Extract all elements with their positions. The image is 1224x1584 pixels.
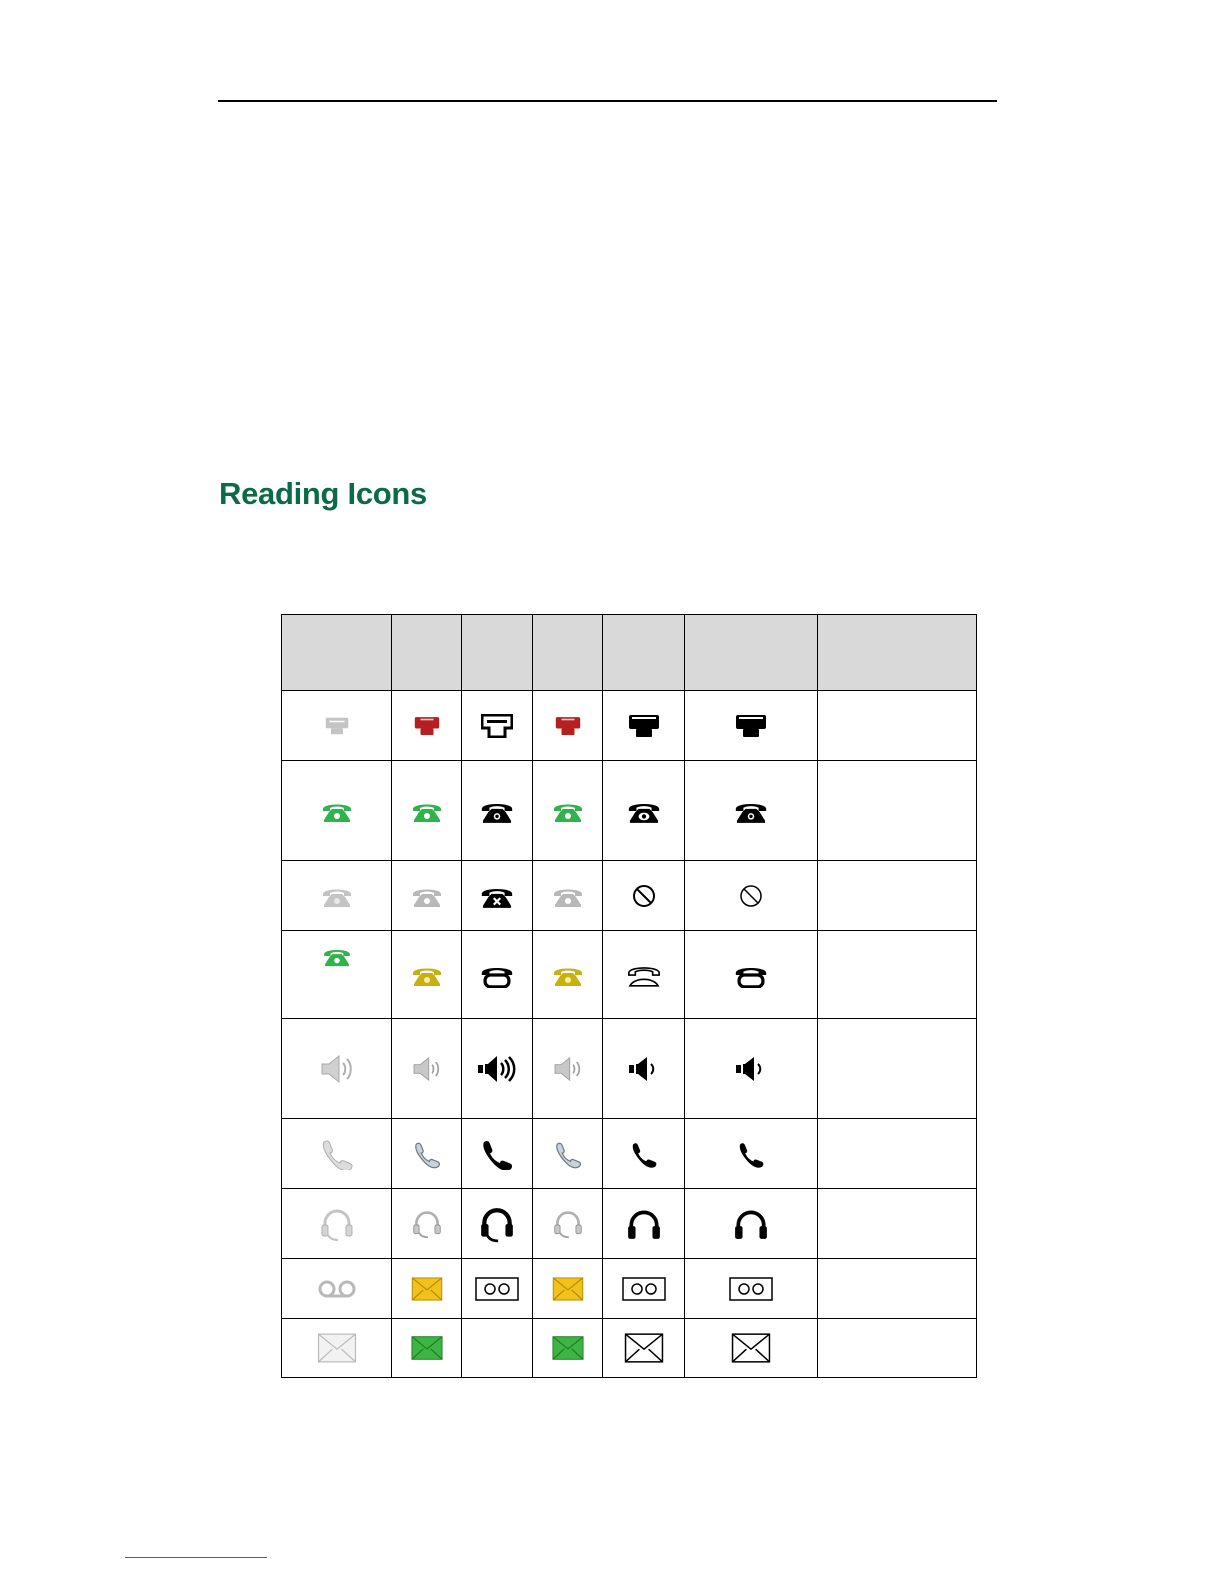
voicemail-icon-black bbox=[475, 1277, 519, 1301]
table-row bbox=[282, 1119, 977, 1189]
table-row bbox=[282, 691, 977, 761]
table-cell bbox=[392, 861, 462, 931]
table-cell bbox=[685, 761, 818, 861]
no-entry-icon bbox=[739, 884, 763, 908]
speaker-icon-black bbox=[735, 1056, 767, 1082]
table-cell bbox=[603, 1319, 685, 1378]
speaker-icon-black bbox=[628, 1056, 660, 1082]
table-cell bbox=[282, 1259, 392, 1319]
empty-cell bbox=[818, 1119, 977, 1189]
table-cell bbox=[685, 1119, 818, 1189]
table-cell bbox=[533, 1019, 603, 1119]
table-cell bbox=[462, 1019, 533, 1119]
network-icon-black bbox=[734, 714, 768, 738]
table-cell bbox=[685, 1259, 818, 1319]
table-row bbox=[282, 1019, 977, 1119]
envelope-icon-black bbox=[624, 1333, 664, 1363]
table-row bbox=[282, 1259, 977, 1319]
handset-icon-gray bbox=[320, 1138, 354, 1170]
phone-icon-green bbox=[321, 945, 353, 967]
voicemail-icon-black bbox=[622, 1277, 666, 1301]
table-cell bbox=[462, 1119, 533, 1189]
handset-icon-black bbox=[737, 1138, 765, 1170]
network-icon-black bbox=[627, 714, 661, 738]
table-row bbox=[282, 761, 977, 861]
table-cell bbox=[392, 1319, 462, 1378]
handset-icon-gray bbox=[554, 1138, 582, 1170]
network-icon-gray bbox=[325, 715, 349, 737]
phone-icon-green bbox=[411, 799, 443, 823]
table-cell bbox=[282, 931, 392, 1019]
network-icon-red bbox=[555, 714, 581, 738]
voicemail-icon-black bbox=[729, 1277, 773, 1301]
header-cell bbox=[603, 615, 685, 691]
table-cell bbox=[282, 1189, 392, 1259]
handset-icon-black bbox=[630, 1138, 658, 1170]
empty-cell bbox=[818, 861, 977, 931]
voicemail-icon-gray bbox=[316, 1279, 358, 1299]
table-cell bbox=[603, 761, 685, 861]
table-row bbox=[282, 931, 977, 1019]
table-cell bbox=[533, 1189, 603, 1259]
handset-arc-icon bbox=[625, 962, 663, 988]
headset-icon-gray bbox=[320, 1206, 354, 1242]
table-cell bbox=[533, 691, 603, 761]
table-cell bbox=[603, 1259, 685, 1319]
phone-hold-icon-black bbox=[479, 962, 515, 988]
phone-icon-gray bbox=[552, 884, 584, 908]
speaker-icon-gray bbox=[552, 1056, 584, 1082]
icons-table bbox=[281, 614, 977, 1378]
table-cell bbox=[533, 1319, 603, 1378]
table-cell bbox=[685, 691, 818, 761]
header-rule bbox=[218, 100, 997, 102]
phone-x-icon-black bbox=[479, 883, 515, 909]
empty-cell bbox=[462, 1319, 533, 1378]
no-entry-icon bbox=[632, 884, 656, 908]
phone-icon-gray bbox=[321, 884, 353, 908]
table-cell bbox=[282, 861, 392, 931]
table-cell bbox=[392, 1019, 462, 1119]
table-cell bbox=[685, 1189, 818, 1259]
table-cell bbox=[603, 1019, 685, 1119]
network-icon-red bbox=[414, 714, 440, 738]
phone-icon-yellow bbox=[552, 963, 584, 987]
empty-cell bbox=[818, 691, 977, 761]
phone-icon-green bbox=[552, 799, 584, 823]
table-cell bbox=[685, 931, 818, 1019]
phone-icon-black bbox=[733, 798, 769, 824]
envelope-icon-gray bbox=[316, 1333, 358, 1363]
table-cell bbox=[462, 691, 533, 761]
header-cell bbox=[282, 615, 392, 691]
headset-icon-gray bbox=[412, 1208, 442, 1240]
table-cell bbox=[282, 1019, 392, 1119]
phone-icon-black bbox=[479, 798, 515, 824]
table-cell bbox=[392, 691, 462, 761]
speaker-icon-gray bbox=[411, 1056, 443, 1082]
empty-cell bbox=[818, 931, 977, 1019]
header-cell bbox=[818, 615, 977, 691]
header-cell bbox=[392, 615, 462, 691]
empty-cell bbox=[818, 1189, 977, 1259]
table-cell bbox=[462, 1259, 533, 1319]
phone-icon-gray bbox=[411, 884, 443, 908]
table-cell bbox=[533, 931, 603, 1019]
network-icon-outline bbox=[480, 714, 514, 738]
table-cell bbox=[533, 761, 603, 861]
table-header-row bbox=[282, 615, 977, 691]
headset-icon-black bbox=[733, 1207, 769, 1241]
table-cell bbox=[603, 691, 685, 761]
empty-cell bbox=[818, 1259, 977, 1319]
table-cell bbox=[462, 931, 533, 1019]
headset-icon-black bbox=[479, 1205, 515, 1243]
table-cell bbox=[685, 1319, 818, 1378]
handset-icon-gray bbox=[413, 1138, 441, 1170]
table-cell bbox=[282, 761, 392, 861]
phone-icon-green bbox=[321, 799, 353, 823]
table-cell bbox=[603, 861, 685, 931]
envelope-icon-green bbox=[552, 1335, 584, 1361]
table-cell bbox=[603, 931, 685, 1019]
table-cell bbox=[282, 1119, 392, 1189]
envelope-icon-black bbox=[731, 1333, 771, 1363]
handset-icon-black bbox=[480, 1138, 514, 1170]
table-cell bbox=[533, 1259, 603, 1319]
empty-cell bbox=[818, 1319, 977, 1378]
phone-icon-yellow bbox=[411, 963, 443, 987]
table-cell bbox=[462, 1189, 533, 1259]
table-cell bbox=[392, 761, 462, 861]
table-row bbox=[282, 861, 977, 931]
speaker-icon-gray bbox=[320, 1054, 354, 1084]
footer-link-rule bbox=[125, 1557, 267, 1558]
table-cell bbox=[533, 861, 603, 931]
table-cell bbox=[282, 1319, 392, 1378]
table-cell bbox=[282, 691, 392, 761]
phone-hold-icon-black bbox=[733, 962, 769, 988]
table-cell bbox=[392, 1259, 462, 1319]
table-cell bbox=[533, 1119, 603, 1189]
table-cell bbox=[462, 861, 533, 931]
envelope-icon-yellow bbox=[411, 1277, 443, 1301]
table-cell bbox=[392, 1119, 462, 1189]
header-cell bbox=[685, 615, 818, 691]
header-cell bbox=[462, 615, 533, 691]
table-cell bbox=[462, 761, 533, 861]
table-cell bbox=[392, 1189, 462, 1259]
table-cell bbox=[685, 861, 818, 931]
envelope-icon-green bbox=[411, 1335, 443, 1361]
headset-icon-gray bbox=[553, 1208, 583, 1240]
headset-icon-black bbox=[626, 1207, 662, 1241]
table-cell bbox=[392, 931, 462, 1019]
table-cell bbox=[603, 1119, 685, 1189]
speaker-icon-black bbox=[477, 1054, 517, 1084]
table-cell bbox=[603, 1189, 685, 1259]
empty-cell bbox=[818, 761, 977, 861]
header-cell bbox=[533, 615, 603, 691]
phone-icon-black bbox=[626, 798, 662, 824]
table-row bbox=[282, 1319, 977, 1378]
empty-cell bbox=[818, 1019, 977, 1119]
table-row bbox=[282, 1189, 977, 1259]
table-cell bbox=[685, 1019, 818, 1119]
section-title: Reading Icons bbox=[219, 476, 427, 511]
envelope-icon-yellow bbox=[552, 1277, 584, 1301]
